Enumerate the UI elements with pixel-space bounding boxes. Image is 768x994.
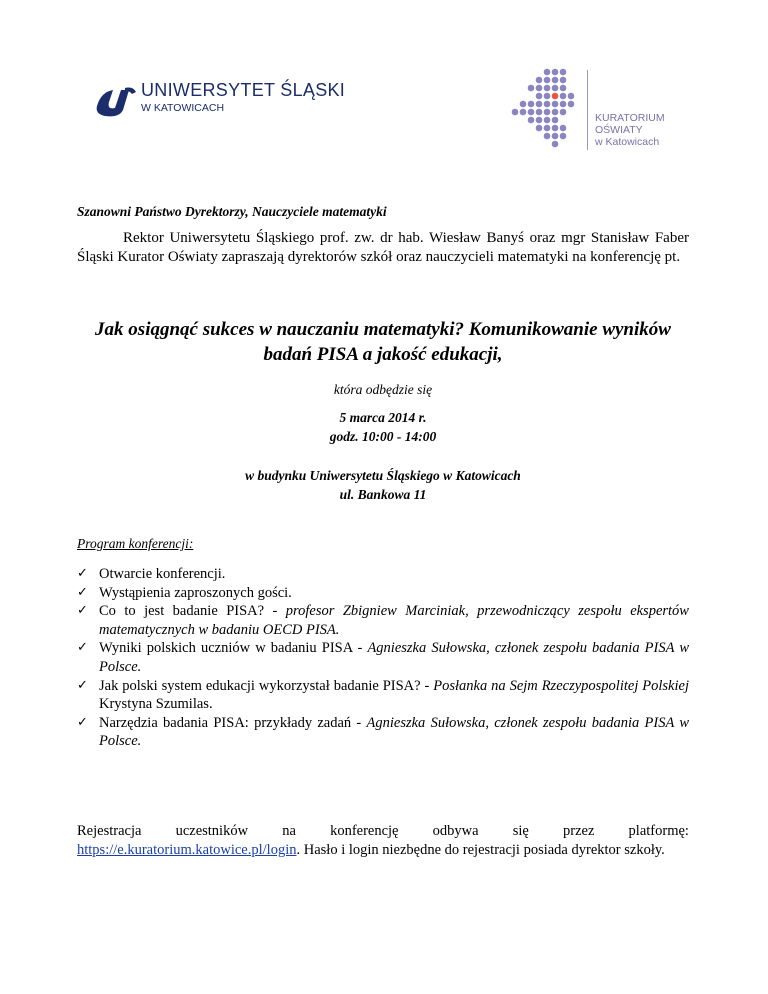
list-item: ✓ Co to jest badanie PISA? - profesor Zbigniew Marciniak, przewodniczący zespołu ekspertów matematycznych w badaniu OECD PISA. bbox=[77, 603, 689, 638]
program-heading: Program konferencji: bbox=[77, 536, 194, 551]
checkmark-icon: ✓ bbox=[77, 640, 88, 656]
university-city: W KATOWICACH bbox=[141, 102, 225, 114]
program-list bbox=[77, 565, 689, 751]
greeting: Szanowni Państwo Dyrektorzy, Nauczyciele matematyki bbox=[77, 204, 387, 219]
list-item: ✓ Wystąpienia zaproszonych gości. bbox=[77, 584, 292, 601]
kuratorium-name: KURATORIUM OŚWIATY w Katowicach bbox=[595, 112, 665, 148]
list-item: ✓ Jak polski system edukacji wykorzystał badanie PISA? - Posłanka na Sejm Rzeczypospolitej Polskiej Krystyna Szumilas. bbox=[77, 677, 689, 713]
list-item: ✓ Otwarcie konferencji. bbox=[77, 566, 226, 582]
checkmark-icon: ✓ bbox=[77, 584, 88, 600]
conference-date: 5 marca 2014 r. bbox=[339, 410, 427, 425]
venue bbox=[77, 466, 689, 504]
date-time bbox=[77, 408, 689, 446]
conference-time: godz. 10:00 - 14:00 bbox=[329, 429, 437, 444]
checkmark-icon: ✓ bbox=[77, 714, 88, 730]
kuratorium-dots-icon bbox=[505, 66, 585, 156]
checkmark-icon: ✓ bbox=[77, 603, 88, 619]
checkmark-icon: ✓ bbox=[77, 566, 88, 581]
kuratorium-divider bbox=[587, 70, 588, 150]
list-item: ✓ Narzędzia badania PISA: przykłady zadań - Agnieszka Sułowska, członek zespołu badania PISA w Polsce. bbox=[77, 714, 690, 750]
conference-title: Jak osiągnąć sukces w nauczaniu matematyki? Komunikowanie wyników badań PISA a jakość edukacji, bbox=[95, 319, 671, 365]
university-emblem-icon bbox=[95, 84, 137, 118]
venue-address: ul. Bankowa 11 bbox=[339, 487, 427, 502]
checkmark-icon: ✓ bbox=[77, 677, 88, 693]
kuratorium-logo bbox=[505, 66, 675, 156]
university-name: UNIWERSYTET ŚLĄSKI bbox=[141, 80, 346, 100]
registration-rest: https://e.kuratorium.katowice.pl/login. Hasło i login niezbędne do rejestracji posiada dyrektor szkoły. bbox=[77, 842, 665, 858]
list-item: ✓ Wyniki polskich uczniów w badaniu PISA - Agnieszka Sułowska, członek zespołu badania PISA w Polsce. bbox=[77, 640, 689, 675]
when-intro: która odbędzie się bbox=[333, 382, 433, 397]
venue-name: w budynku Uniwersytetu Śląskiego w Katowicach bbox=[245, 468, 521, 483]
registration-first-line: Rejestracja uczestników na konferencję odbywa się przez platformę: bbox=[77, 823, 689, 839]
intro-paragraph: Rektor Uniwersytetu Śląskiego prof. zw. dr hab. Wiesław Banyś oraz mgr Stanisław Faber Śląski Kurator Oświaty zapraszają dyrektorów szkół oraz nauczycieli matematyki na konferencję pt. bbox=[77, 230, 689, 265]
registration-link[interactable]: https://e.kuratorium.katowice.pl/login bbox=[77, 842, 297, 858]
university-logo bbox=[95, 78, 346, 120]
registration-paragraph bbox=[77, 822, 689, 860]
